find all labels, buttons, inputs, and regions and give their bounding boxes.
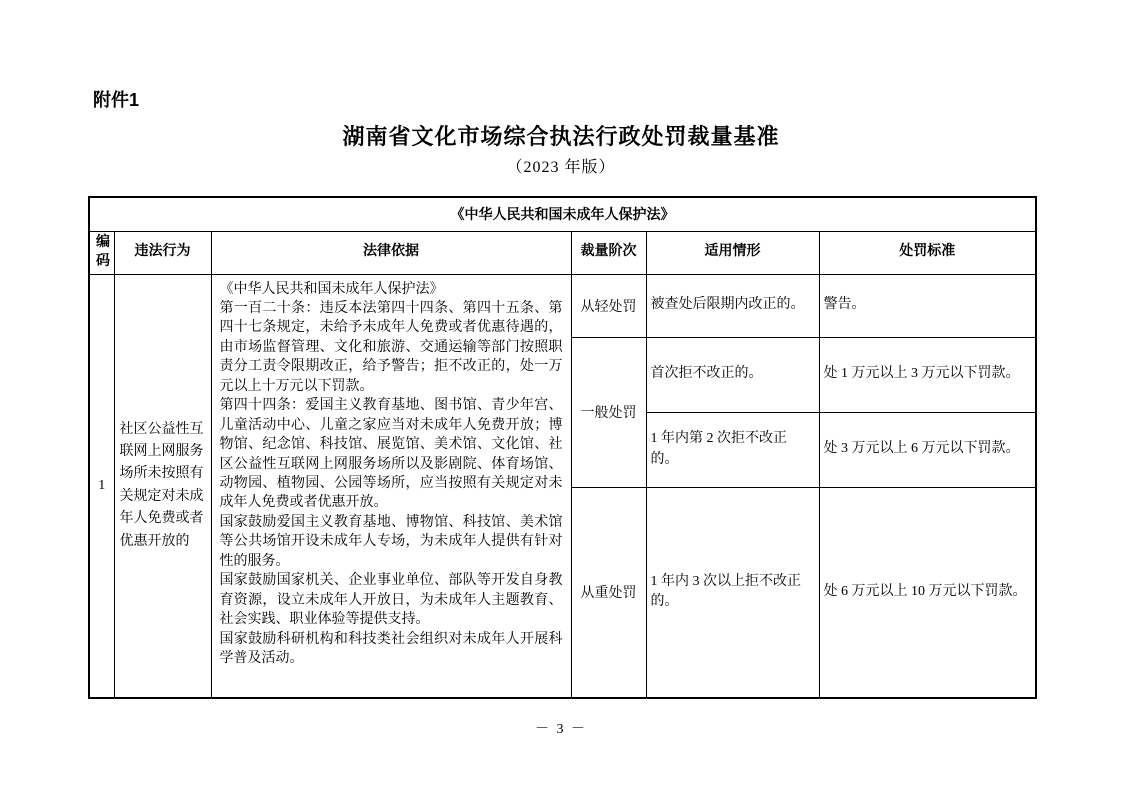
legal-basis-paragraph: 国家鼓励科研机构和科技类社会组织对未成年人开展科学普及活动。: [219, 631, 563, 667]
page-number: － 3 －: [535, 722, 587, 737]
penalty-cell: 警告。: [819, 274, 1036, 337]
header-penalty: 处罚标准: [819, 231, 1036, 274]
header-tier: 裁量阶次: [571, 231, 646, 274]
code-cell: 1: [89, 274, 114, 698]
header-code: 编码: [89, 231, 114, 274]
page-subtitle: （2023 年版）: [506, 159, 616, 176]
situation-cell: 被查处后限期内改正的。: [646, 274, 819, 337]
tier-cell-light: 从轻处罚: [571, 274, 646, 337]
header-violation: 违法行为: [114, 231, 211, 274]
page-title: 湖南省文化市场综合执法行政处罚裁量基准: [342, 124, 780, 149]
situation-cell: 首次拒不改正的。: [646, 337, 819, 412]
tier-cell-general: 一般处罚: [571, 337, 646, 487]
legal-basis-paragraph: 国家鼓励爱国主义教育基地、博物馆、科技馆、美术馆等公共场馆开设未成年人专场，为未成年人提供有针对性的服务。: [219, 514, 563, 569]
penalty-cell: 处 6 万元以上 10 万元以下罚款。: [819, 487, 1036, 698]
law-title: 《中华人民共和国未成年人保护法》: [89, 197, 1036, 231]
legal-basis-paragraph: 第一百二十条：违反本法第四十四条、第四十五条、第四十七条规定，未给予未成年人免费或者优惠待遇的，由市场监督管理、文化和旅游、交通运输等部门按照职责分工责令限期改正，给予警告；拒不改正的，处一万元以上十万元以下罚款。: [219, 300, 563, 394]
situation-cell: 1 年内 3 次以上拒不改正的。: [646, 487, 819, 698]
column-header-row: [89, 231, 1036, 274]
tier-cell-heavy: 从重处罚: [571, 487, 646, 698]
legal-basis-paragraph: 国家鼓励国家机关、企业事业单位、部队等开发自身教育资源，设立未成年人开放日，为未成年人主题教育、社会实践、职业体验等提供支持。: [219, 573, 563, 628]
header-situation: 适用情形: [646, 231, 819, 274]
attachment-label: 附件1: [93, 90, 140, 110]
header-legal-basis: 法律依据: [211, 231, 571, 274]
penalty-cell: 处 1 万元以上 3 万元以下罚款。: [819, 337, 1036, 412]
situation-cell: 1 年内第 2 次拒不改正的。: [646, 412, 819, 487]
penalty-standards-table: [88, 196, 1037, 699]
table-row: [89, 274, 1036, 337]
legal-basis-paragraph: 第四十四条：爱国主义教育基地、图书馆、青少年宫、儿童活动中心、儿童之家应当对未成年人免费开放；博物馆、纪念馆、科技馆、展览馆、美术馆、文化馆、社区公益性互联网上网服务场所以及影剧院、体育场馆、动物园、植物园、公园等场所，应当按照有关规定对未成年人免费或者优惠开放。: [219, 398, 563, 511]
penalty-cell: 处 3 万元以上 6 万元以下罚款。: [819, 412, 1036, 487]
law-title-row: [89, 197, 1036, 231]
legal-basis-paragraph: 《中华人民共和国未成年人保护法》: [219, 281, 444, 297]
legal-basis-cell: [211, 274, 571, 698]
violation-cell: 社区公益性互联网上网服务场所未按照有关规定对未成年人免费或者优惠开放的: [114, 274, 211, 698]
